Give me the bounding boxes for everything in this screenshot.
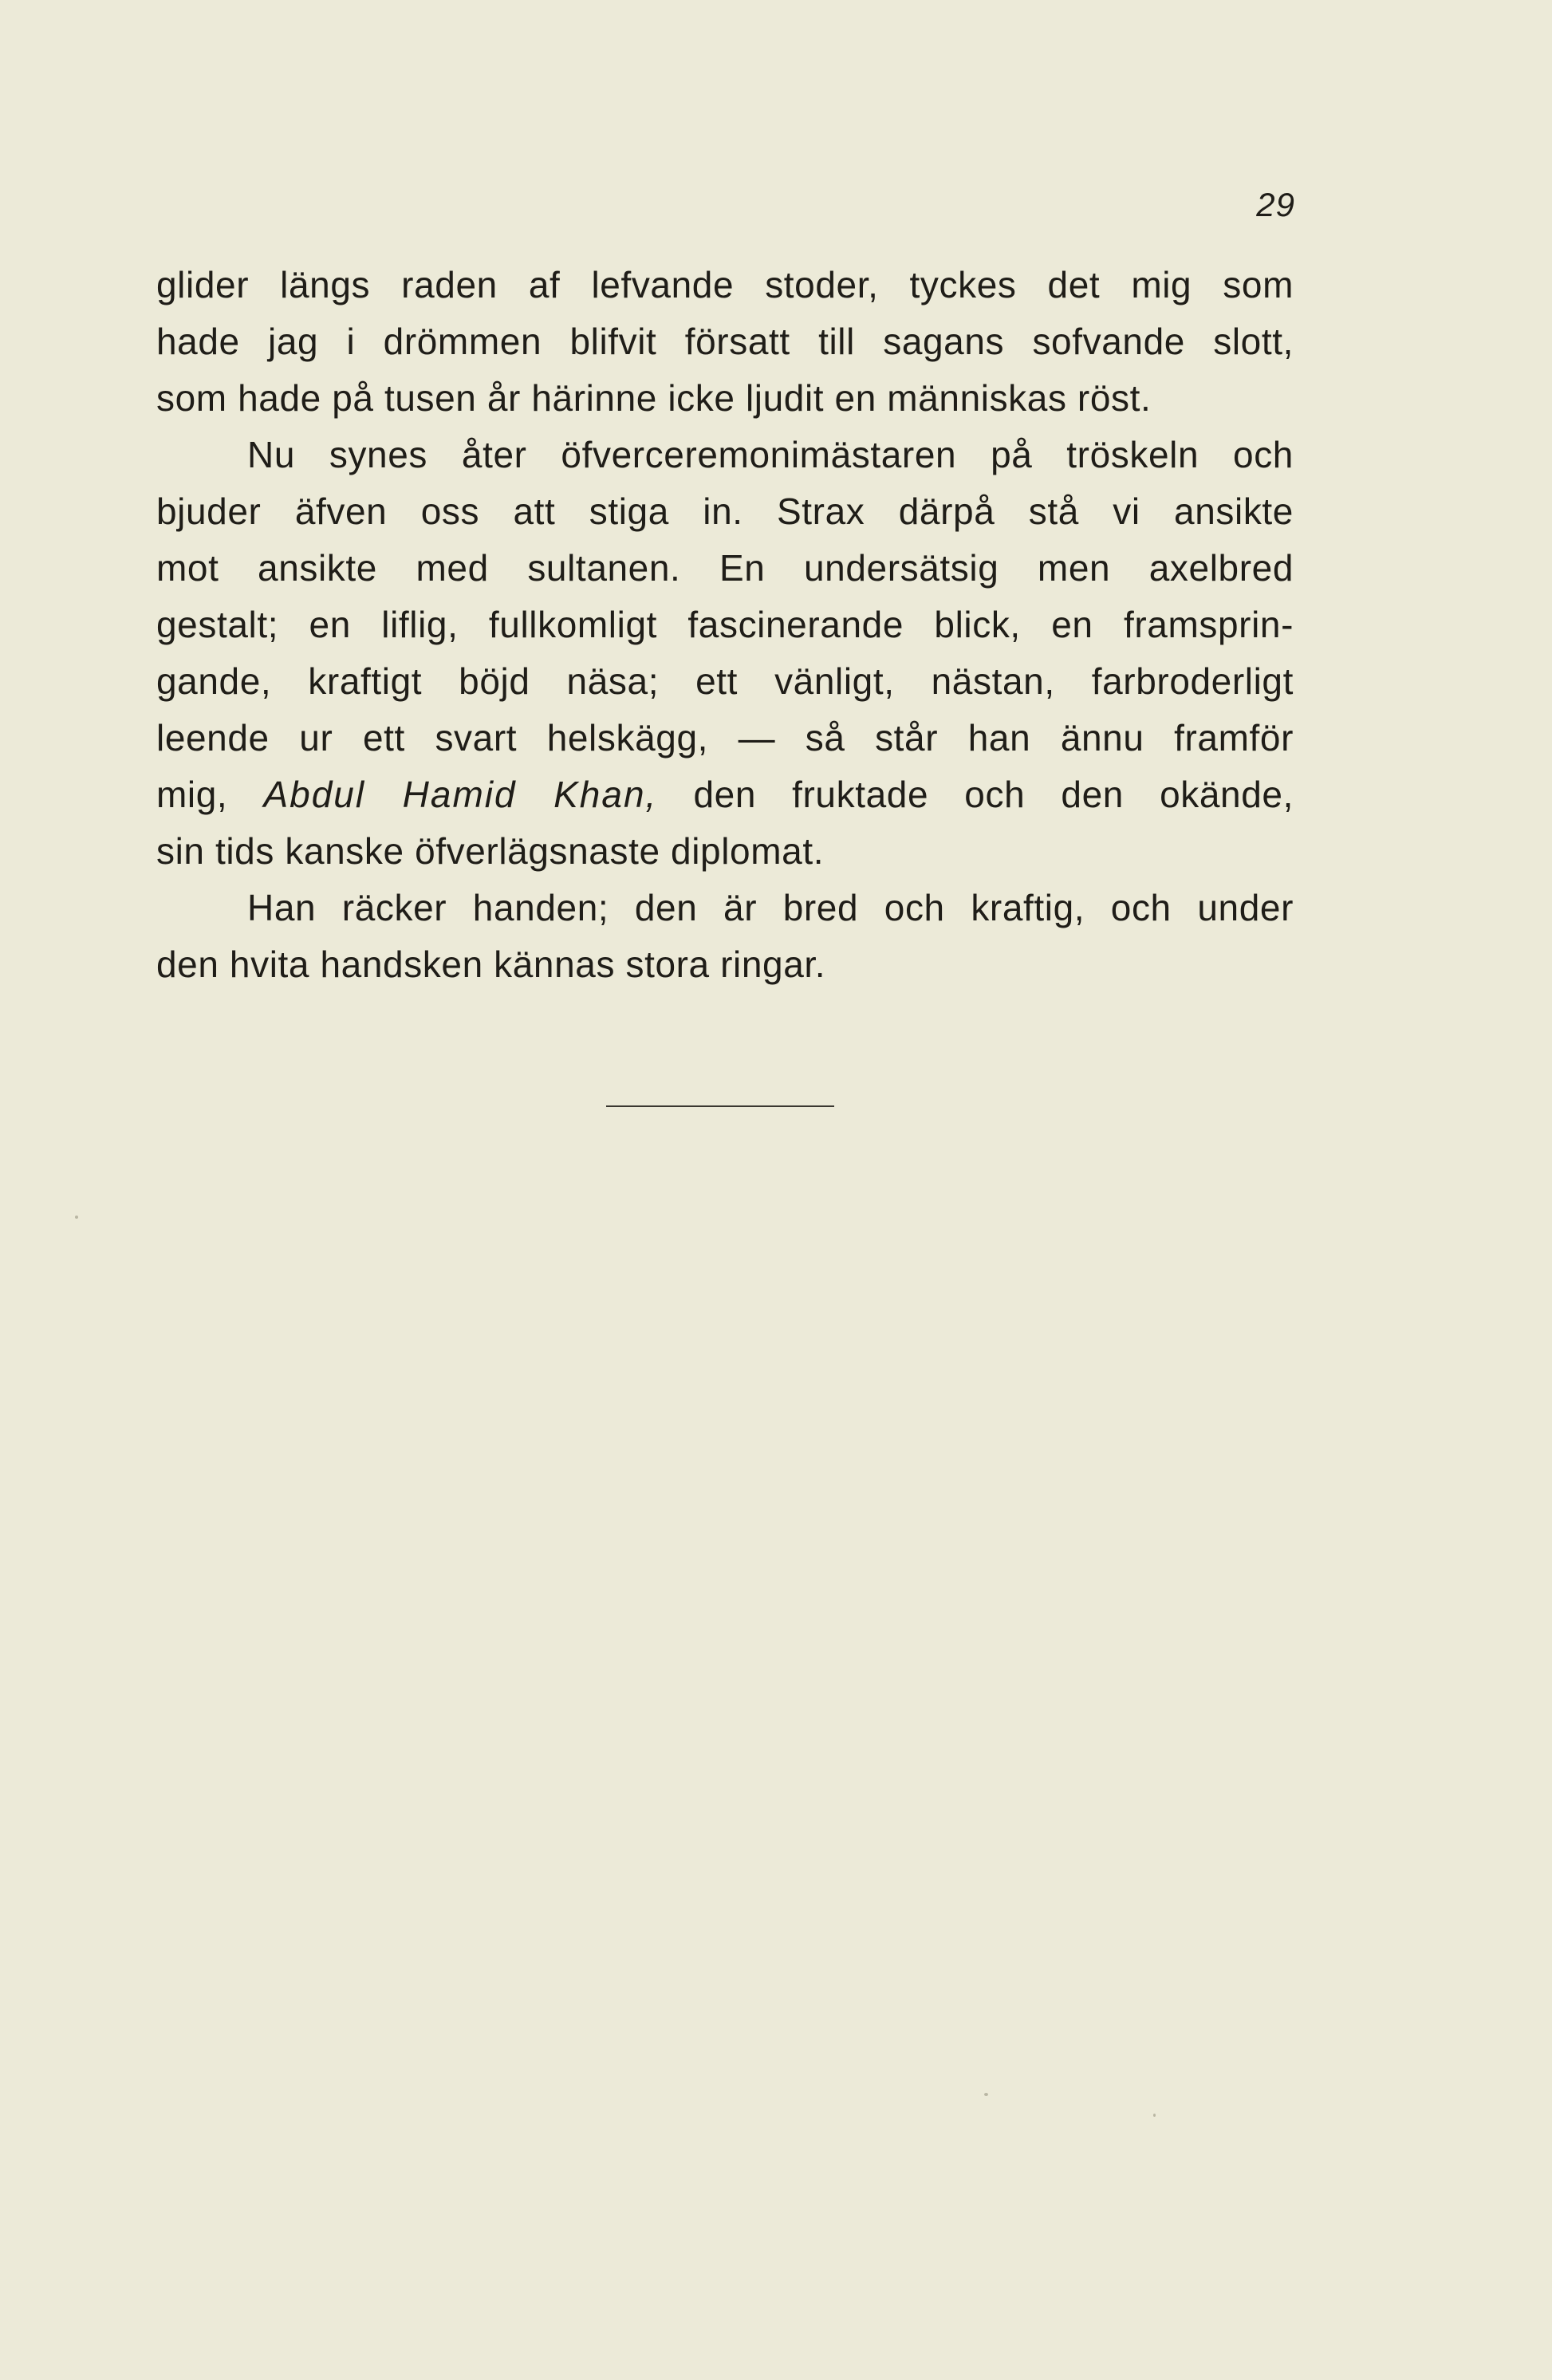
text-line: bjuder äfven oss att stiga in. Strax därpå stå vi ansikte — [156, 491, 1294, 532]
text-line: gande, kraftigt böjd näsa; ett vänligt, nästan, farbroderligt — [156, 660, 1294, 702]
text-line: leende ur ett svart helskägg, — så står han ännu framför — [156, 717, 1294, 759]
body-text — [156, 257, 1294, 993]
text-line: gestalt; en liflig, fullkomligt fascinerande blick, en framsprin- — [156, 604, 1294, 645]
text-line: Han räcker handen; den är bred och kraftig, och under — [247, 887, 1294, 928]
text-line: som hade på tusen år härinne icke ljudit en människas röst. — [156, 377, 1152, 419]
text-line: mot ansikte med sultanen. En undersätsig men axelbred — [156, 547, 1294, 589]
sultan-name: Abdul Hamid Khan, — [263, 774, 658, 815]
paper-speck — [1153, 2114, 1156, 2117]
text-line-with-name — [156, 766, 1294, 823]
text-line: hade jag i drömmen blifvit försatt till sagans sofvande slott, — [156, 321, 1294, 362]
section-divider — [606, 1105, 834, 1107]
text-segment: mig, — [156, 774, 228, 815]
text-segment: den fruktade och den okände, — [693, 774, 1294, 815]
text-line: den hvita handsken kännas stora ringar. — [156, 944, 826, 985]
paper-speck — [984, 2093, 988, 2096]
text-line: glider längs raden af lefvande stoder, tyckes det mig som — [156, 264, 1294, 305]
page-number: 29 — [1256, 186, 1295, 223]
text-line: Nu synes åter öfverceremonimästaren på tröskeln och — [247, 434, 1294, 475]
paper-speck — [75, 1216, 78, 1219]
text-line: sin tids kanske öfverlägsnaste diplomat. — [156, 830, 825, 872]
